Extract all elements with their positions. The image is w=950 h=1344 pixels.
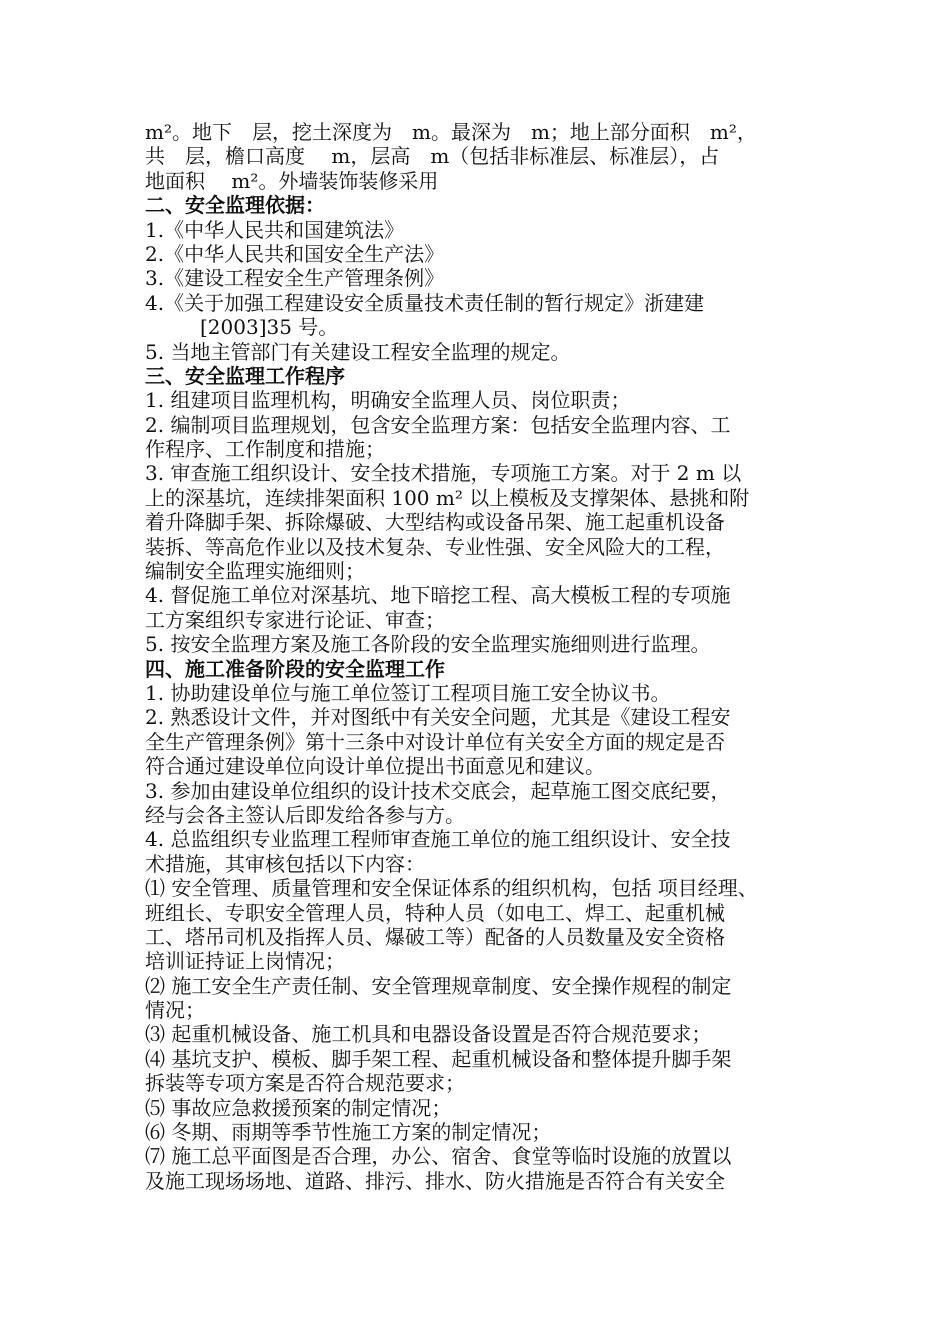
document-line: 共 层，檐口高度 m，层高 m（包括非标准层、标准层），占 (145, 144, 720, 169)
document-line: 着升降脚手架、拆除爆破、大型结构或设备吊架、施工起重机设备 (145, 510, 725, 535)
document-line: 培训证持证上岗情况； (145, 949, 345, 974)
document-line: 上的深基坑，连续排架面积 100 m² 以上模板及支撑架体、悬挑和附 (145, 485, 750, 510)
document-line: 班组长、专职安全管理人员，特种人员（如电工、焊工、起重机械 (145, 900, 725, 925)
document-line: 4.《关于加强工程建设安全质量技术责任制的暂行规定》浙建建 (145, 290, 705, 315)
document-line: 经与会各主签认后即发给各参与方。 (145, 802, 465, 827)
document-line: 4. 督促施工单位对深基坑、地下暗挖工程、高大模板工程的专项施 (145, 583, 731, 608)
document-line: [2003]35 号。 (200, 315, 339, 340)
document-line: 1. 组建项目监理机构，明确安全监理人员、岗位职责； (145, 388, 631, 413)
document-line: 2. 熟悉设计文件，并对图纸中有关安全问题，尤其是《建设工程安 (145, 705, 731, 730)
document-line: 工、塔吊司机及指挥人员、爆破工等）配备的人员数量及安全资格 (145, 924, 725, 949)
document-line: 装拆、等高危作业以及技术复杂、专业性强、安全风险大的工程， (145, 534, 725, 559)
document-line: ⑺ 施工总平面图是否合理，办公、宿舍、食堂等临时设施的放置以 (145, 1144, 732, 1169)
document-line: 1.《中华人民共和国建筑法》 (145, 217, 405, 242)
document-line: 5. 按安全监理方案及施工各阶段的安全监理实施细则进行监理。 (145, 632, 711, 657)
document-line: ⑵ 施工安全生产责任制、安全管理规章制度、安全操作规程的制定 (145, 973, 732, 998)
section-heading: 三、安全监理工作程序 (145, 363, 345, 388)
section-heading: 四、施工准备阶段的安全监理工作 (145, 656, 445, 681)
document-line: ⑸ 事故应急救援预案的制定情况； (145, 1095, 452, 1120)
document-line: 1. 协助建设单位与施工单位签订工程项目施工安全协议书。 (145, 680, 671, 705)
document-line: ⑷ 基坑支护、模板、脚手架工程、起重机械设备和整体提升脚手架 (145, 1046, 732, 1071)
document-line: 4. 总监组织专业监理工程师审查施工单位的施工组织设计、安全技 (145, 827, 731, 852)
document-line: m²。地下 层，挖土深度为 m。最深为 m；地上部分面积 m²， (145, 120, 757, 144)
document-line: 3. 审查施工组织设计、安全技术措施，专项施工方案。对于 2 m 以 (145, 461, 742, 486)
document-line: 拆装等专项方案是否符合规范要求； (145, 1071, 465, 1096)
document-line: 2.《中华人民共和国安全生产法》 (145, 241, 445, 266)
document-line: 3.《建设工程安全生产管理条例》 (145, 266, 445, 291)
document-line: ⑴ 安全管理、质量管理和安全保证体系的组织机构，包括 项目经理、 (145, 876, 758, 901)
document-line: 3. 参加由建设单位组织的设计技术交底会，起草施工图交底纪要， (145, 778, 731, 803)
document-line: 工方案组织专家进行论证、审查； (145, 607, 445, 632)
document-line: 5. 当地主管部门有关建设工程安全监理的规定。 (145, 339, 571, 364)
document-line: 术措施，其审核包括以下内容： (145, 851, 425, 876)
document-line: 符合通过建设单位向设计单位提出书面意见和建议。 (145, 754, 605, 779)
document-line: 2. 编制项目监理规划，包含安全监理方案：包括安全监理内容、工 (145, 412, 731, 437)
document-line: 地面积 m²。外墙装饰装修采用 (145, 168, 439, 193)
document-line: 编制安全监理实施细则； (145, 559, 365, 584)
document-line: ⑹ 冬期、雨期等季节性施工方案的制定情况； (145, 1120, 552, 1145)
section-heading: 二、安全监理依据： (145, 193, 325, 218)
document-line: 作程序、工作制度和措施； (145, 437, 385, 462)
document-line: 及施工现场场地、道路、排污、排水、防火措施是否符合有关安全 (145, 1168, 725, 1193)
document-line: 全生产管理条例》第十三条中对设计单位有关安全方面的规定是否 (145, 729, 725, 754)
document-line: 情况； (145, 998, 205, 1023)
document-body-text (145, 120, 825, 1193)
document-line: ⑶ 起重机械设备、施工机具和电器设备设置是否符合规范要求； (145, 1022, 712, 1047)
